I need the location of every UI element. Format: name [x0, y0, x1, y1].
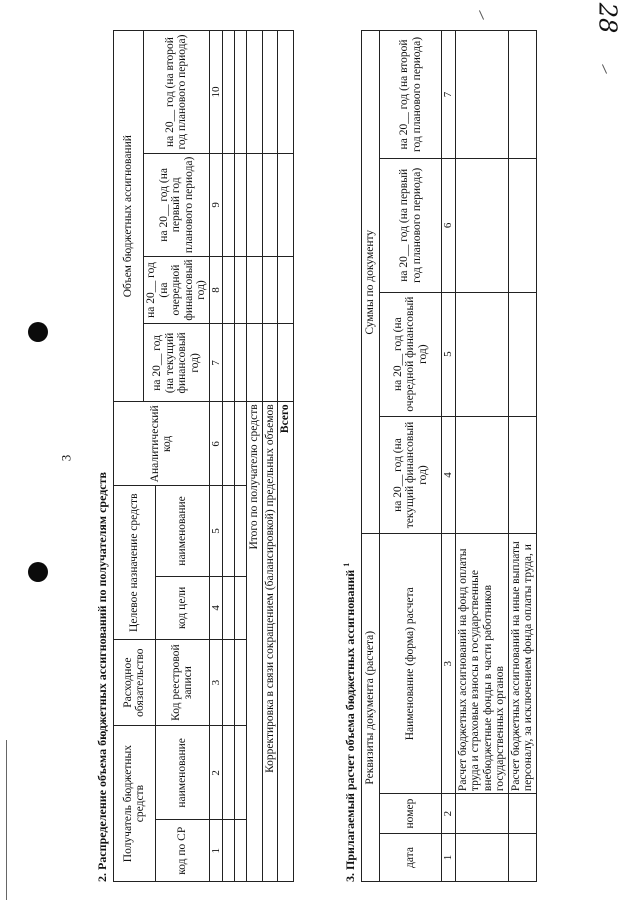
header-number: номер [380, 794, 442, 834]
col-number: 9 [209, 154, 223, 257]
col-number: 3 [442, 534, 456, 794]
punch-hole-bottom [28, 562, 48, 582]
header-y-current: на 20__ год (на текущий финансовый год) [380, 416, 442, 534]
scan-edge-line [6, 740, 7, 900]
section2-table [113, 30, 294, 882]
header-year-first: на 20__ год (на первый год планового периода) [144, 154, 210, 257]
header-obligation: Расходное обязательство [114, 640, 156, 726]
col-number: 5 [442, 292, 456, 416]
total-recipient-label: Итого по получателю средств [247, 402, 263, 882]
col-number: 6 [209, 402, 223, 486]
header-analytic: Аналитический код [114, 402, 210, 486]
col-number: 8 [209, 256, 223, 324]
header-code-sr: код по СР [155, 820, 209, 882]
header-requisites: Реквизиты документа (расчета) [362, 534, 380, 882]
table-row [223, 31, 235, 882]
header-recipient: Получатель бюджетных средств [114, 726, 156, 882]
header-year-current: на 20__ год (на текущий финансовый год) [144, 324, 210, 402]
calc-row-label: Расчет бюджетных ассигнований на иные выплаты персоналу, за исключением фонда оплаты труда, и [508, 534, 536, 794]
punch-hole-top [28, 322, 48, 342]
col-number: 4 [442, 416, 456, 534]
page-number: 3 [58, 454, 74, 462]
header-sums: Суммы по документу [362, 31, 380, 534]
section2-rotated-block [95, 0, 294, 882]
scan-mark [602, 64, 607, 73]
header-purpose-code: код цели [155, 576, 209, 640]
col-number: 7 [442, 31, 456, 159]
col-number: 6 [442, 158, 456, 292]
calc-row-label: Расчет бюджетных ассигнований на фонд оплаты труда и страховые взносы в государственные внебюджетные фонды в части работников государственных органов [455, 534, 508, 794]
header-calc-name: Наименование (форма) расчета [380, 534, 442, 794]
col-number: 5 [209, 486, 223, 576]
header-volume: Объем бюджетных ассигнований [114, 31, 144, 402]
table-row [455, 31, 508, 882]
section3-title: 3. Прилагаемый расчет объема бюджетных ассигнований $^1$ [342, 562, 357, 882]
table-row [235, 31, 247, 882]
col-number: 3 [209, 640, 223, 726]
header-y-first: на 20__ год (на первый год планового периода) [380, 158, 442, 292]
header-purpose: Целевое назначение средств [114, 486, 156, 640]
header-purpose-name: наименование [155, 486, 209, 576]
footnote-marker: 1 [342, 562, 351, 567]
col-number: 1 [209, 820, 223, 882]
table-row [508, 31, 536, 882]
grand-total-label: Всего [278, 402, 294, 882]
col-number: 2 [442, 794, 456, 834]
correction-label: Корректировка в связи сокращением (балансировкой) предельных объемов [262, 402, 278, 882]
col-number: 2 [209, 726, 223, 820]
col-number: 10 [209, 31, 223, 154]
header-registry-code: Код реестровой записи [155, 640, 209, 726]
header-year-second: на 20__ год (на второй год планового периода) [144, 31, 210, 154]
handwritten-page-number: 28 [593, 2, 622, 34]
col-number: 1 [442, 834, 456, 882]
section3-table [361, 30, 537, 882]
col-number: 7 [209, 324, 223, 402]
section3-rotated-block [340, 0, 537, 882]
header-year-next: на 20__ год (на очередной финансовый год) [144, 256, 210, 324]
header-y-next: на 20__ год (на очередной финансовый год) [380, 292, 442, 416]
header-y-second: на 20__ год (на второй год планового периода) [380, 31, 442, 159]
col-number: 4 [209, 576, 223, 640]
header-name: наименование [155, 726, 209, 820]
section2-title: 2. Распределение объема бюджетных ассигнований по получателям средств [95, 471, 109, 882]
header-date: дата [380, 834, 442, 882]
